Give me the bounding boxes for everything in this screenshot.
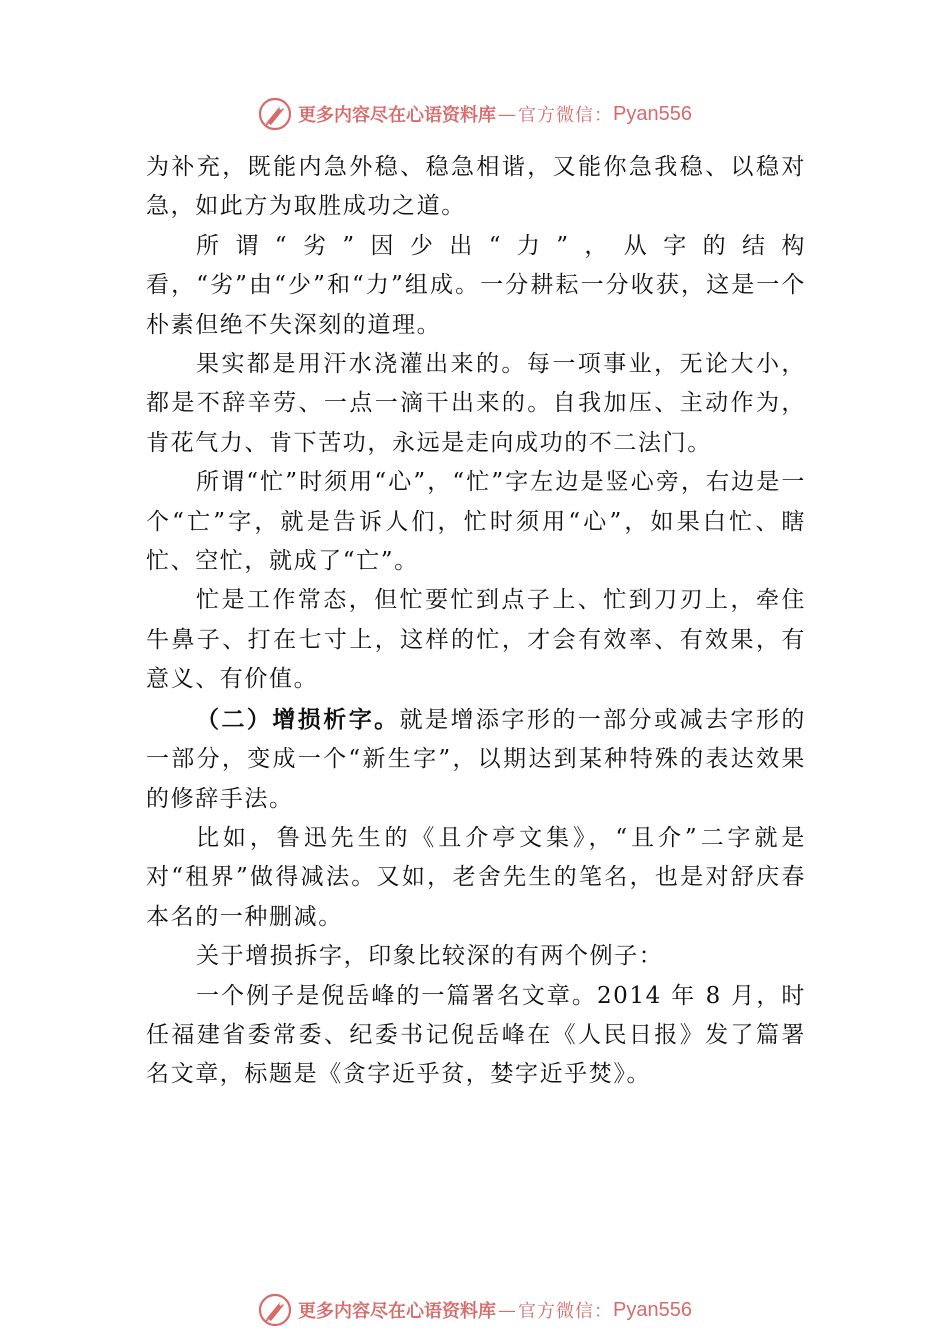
header-wechat-label: 官方微信： (518, 105, 614, 126)
paragraph-6 (146, 700, 806, 819)
section-heading-inline: （二）增损析字。 (196, 705, 400, 733)
document-body (146, 148, 806, 1095)
pen-nib-logo-icon (258, 1293, 292, 1327)
footer-dash: — (498, 1299, 517, 1321)
footer-site-slogan: 更多内容尽在心语资料库 (298, 1301, 497, 1322)
paragraph-2: 所谓“劣”因少出“力”，从字的结构看，“劣”由“少”和“力”组成。一分耕耘一分收获，这是一个朴素但绝不失深刻的道理。 (146, 232, 806, 338)
paragraph-5: 忙是工作常态，但忙要忙到点子上、忙到刀刃上，牵住牛鼻子、打在七寸上，这样的忙，才会有效率、有效果，有意义、有价值。 (146, 587, 806, 693)
page-header-banner (0, 94, 950, 134)
paragraph-6-text: 就是增添字形的一部分或减去字形的一部分，变成一个“新生字”，以期达到某种特殊的表达效果的修辞手法。 (146, 706, 806, 812)
footer-wechat-label: 官方微信： (518, 1301, 614, 1322)
paragraph-3: 果实都是用汗水浇灌出来的。每一项事业，无论大小，都是不辞辛劳、一点一滴干出来的。自我加压、主动作为， 肯花气力、肯下苦功，永远是走向成功的不二法门。 (146, 351, 806, 456)
pen-nib-logo-icon (258, 97, 292, 131)
page-footer-banner (0, 1290, 950, 1330)
paragraph-1: 为补充，既能内急外稳、稳急相谐，又能你急我稳、以稳对急，如此方为取胜成功之道。 (146, 154, 806, 220)
paragraph-4: 所谓“忙”时须用“心”，“忙”字左边是竖心旁，右边是一个“亡”字，就是告诉人们，忙时须用“心”，如果白忙、瞎忙、空忙，就成了“亡”。 (146, 469, 806, 575)
header-site-slogan: 更多内容尽在心语资料库 (298, 105, 497, 126)
paragraph-9: 一个例子是倪岳峰的一篇署名文章。2014 年 8 月，时任福建省委常委、纪委书记倪岳峰在《人民日报》发了篇署名文章，标题是《贪字近乎贫，婪字近乎焚》。 (146, 982, 806, 1088)
footer-wechat-id: Pyan556 (613, 1298, 692, 1321)
paragraph-7: 比如，鲁迅先生的《且介亭文集》，“且介”二字就是对“租界”做得减法。又如，老舍先生的笔名，也是对舒庆春本名的一种删减。 (146, 824, 806, 930)
paragraph-8: 关于增损拆字，印象比较深的有两个例子： (196, 943, 664, 970)
header-dash: — (498, 103, 517, 125)
header-wechat-id: Pyan556 (613, 102, 692, 125)
